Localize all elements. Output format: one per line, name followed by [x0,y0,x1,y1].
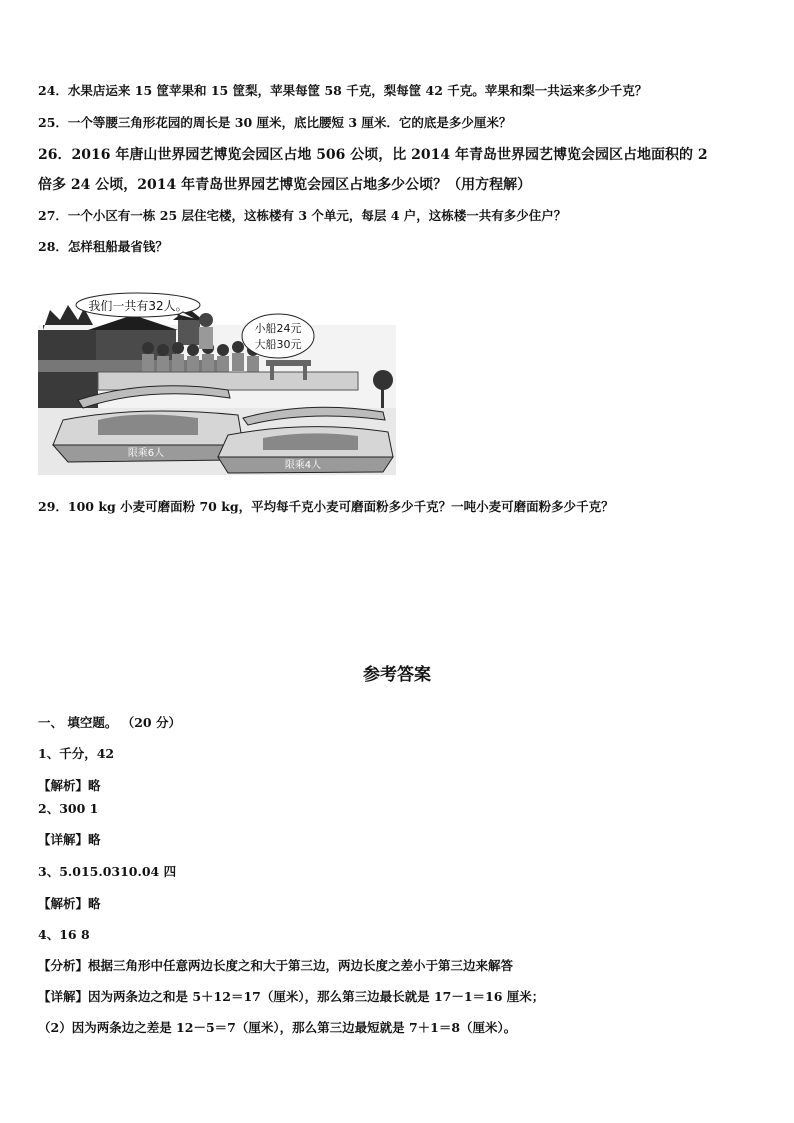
answer-4-detail-2: （2）因为两条边之差是 12－5＝7（厘米），那么第三边最短就是 7＋1＝8（厘米）。 [38,1020,517,1035]
question-27: 27．一个小区有一栋 25 层住宅楼，这栋楼有 3 个单元，每层 4 户，这栋楼一共有多少住户？ [38,208,567,223]
question-29: 29．100 kg 小麦可磨面粉 70 kg，平均每千克小麦可磨面粉多少千克？一吨小麦可磨面粉多少千克？ [38,499,614,514]
answers-section-1: 一、 填空题。 （20 分） [38,715,181,730]
small-boat-label: 限乘4人 [284,460,322,471]
answer-1: 1、千分，42 [38,746,115,761]
question-24: 24．水果店运来 15 筐苹果和 15 筐梨，苹果每筐 58 千克，梨每筐 42 千克。苹果和梨一共运来多少千克？ [38,83,648,98]
answer-1-note: 【解析】略 [38,778,101,793]
speech-bubble-text: 我们一共有32人。 [88,299,188,313]
answer-4: 4、16 8 [38,927,90,942]
answer-3: 3、5.015.0310.04 四 [38,864,177,879]
answer-2-note: 【详解】略 [38,832,101,847]
answer-3-note: 【解析】略 [38,896,101,911]
price-big-boat: 大船30元 [254,338,302,351]
answer-2: 2、300 1 [38,801,99,816]
question-26-line1: 26．2016 年唐山世界园艺博览会园区占地 506 公顷，比 2014 年青岛世界园艺博览会园区占地面积的 2 [38,147,708,163]
question-28: 28．怎样租船最省钱？ [38,239,168,254]
answer-4-analysis: 【分析】根据三角形中任意两边长度之和大于第三边，两边长度之差小于第三边来解答 [38,958,514,973]
boat-rental-illustration [38,290,396,475]
answer-4-detail-1: 【详解】因为两条边之和是 5＋12＝17（厘米），那么第三边最长就是 17－1＝16 厘米； [38,989,545,1004]
price-small-boat: 小船24元 [254,322,302,335]
answers-title: 参考答案 [363,665,431,685]
question-25: 25．一个等腰三角形花园的周长是 30 厘米，底比腰短 3 厘米．它的底是多少厘米？ [38,115,512,130]
question-26-line2: 倍多 24 公顷，2014 年青岛世界园艺博览会园区占地多少公顷？（用方程解） [38,177,532,193]
big-boat-label: 限乘6人 [127,448,165,459]
